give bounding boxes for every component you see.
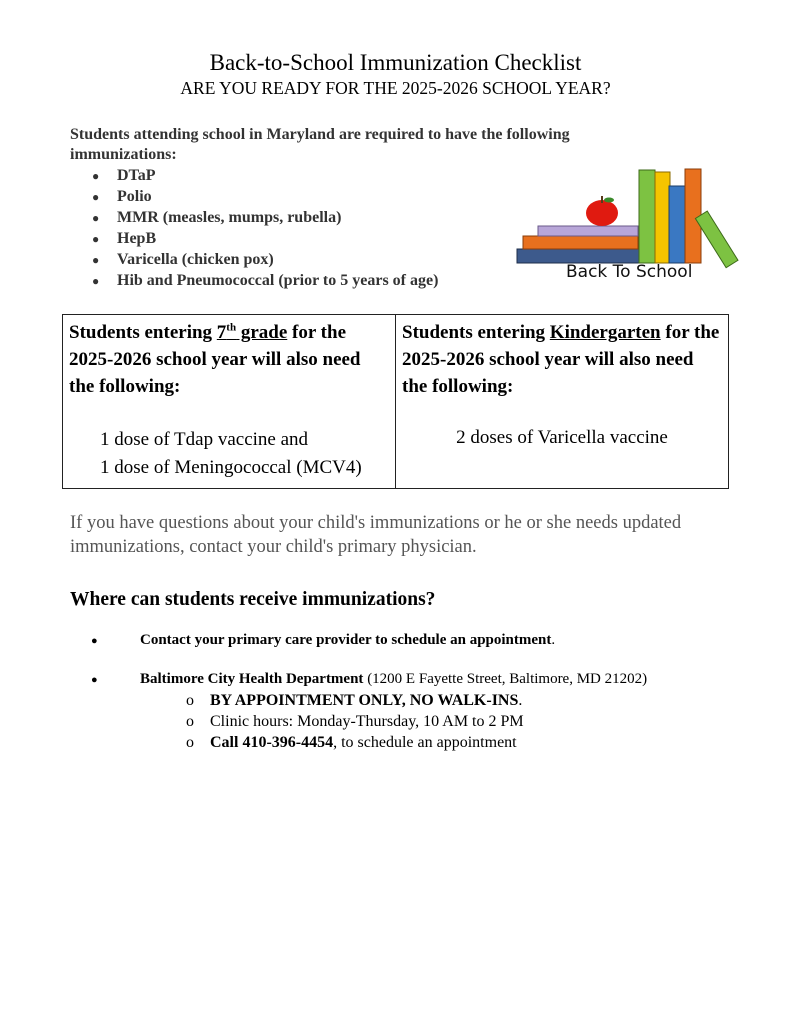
requirements-intro: Students attending school in Maryland are required to have the following immunizations: <box>70 126 570 163</box>
list-item: o Call 410-396-4454, to schedule an appointment <box>186 734 517 751</box>
list-item: ● MMR (measles, mumps, rubella) <box>92 207 438 228</box>
kindergarten-requirements: 2 doses of Varicella vaccine <box>456 427 668 448</box>
bullet-icon: ● <box>92 190 100 204</box>
kindergarten-heading: Students entering Kindergarten for the 2025-2026 school year will also need the following: <box>402 322 720 397</box>
page-title: Back-to-School Immunization Checklist <box>209 50 582 75</box>
option-primary-care: ● Contact your primary care provider to schedule an appointment. <box>91 630 555 651</box>
bullet-icon: ● <box>91 635 98 647</box>
physician-note: If you have questions about your child's immunizations or he or she needs updated immunizations, contact your child's primary physician. <box>70 513 682 557</box>
required-immunizations-list <box>92 165 438 291</box>
list-item: o Clinic hours: Monday-Thursday, 10 AM to 2 PM <box>186 713 524 730</box>
bullet-icon: ● <box>92 211 100 225</box>
bullet-icon: ● <box>92 232 100 246</box>
bullet-icon: ● <box>92 274 100 288</box>
seventh-grade-cell <box>63 315 396 489</box>
seventh-grade-requirements: 1 dose of Tdap vaccine and 1 dose of Meningococcal (MCV4) <box>100 429 362 478</box>
page-subtitle: ARE YOU READY FOR THE 2025-2026 SCHOOL YEAR? <box>180 78 611 98</box>
bullet-icon: ● <box>92 253 100 267</box>
health-department-details <box>186 690 524 753</box>
list-item: o BY APPOINTMENT ONLY, NO WALK-INS. <box>186 692 523 709</box>
list-item: ● DTaP <box>92 165 438 186</box>
where-heading: Where can students receive immunizations? <box>70 589 436 610</box>
grade-requirements-table <box>62 314 729 489</box>
bullet-icon: ● <box>91 674 98 686</box>
sub-bullet-icon: o <box>186 734 194 751</box>
seventh-grade-heading: Students entering 7th grade for the 2025-2026 school year will also need the following: <box>69 321 361 397</box>
sub-bullet-icon: o <box>186 713 194 730</box>
clipart-caption: Back To School <box>566 262 693 282</box>
bullet-icon: ● <box>92 169 100 183</box>
option-health-department: ● Baltimore City Health Department (1200 E Fayette Street, Baltimore, MD 21202) <box>91 669 647 690</box>
list-item: ● Varicella (chicken pox) <box>92 249 438 270</box>
kindergarten-cell <box>396 315 729 489</box>
list-item: ● Polio <box>92 186 438 207</box>
list-item: ● Hib and Pneumococcal (prior to 5 years of age) <box>92 270 438 291</box>
list-item: ● HepB <box>92 228 438 249</box>
sub-bullet-icon: o <box>186 692 194 709</box>
